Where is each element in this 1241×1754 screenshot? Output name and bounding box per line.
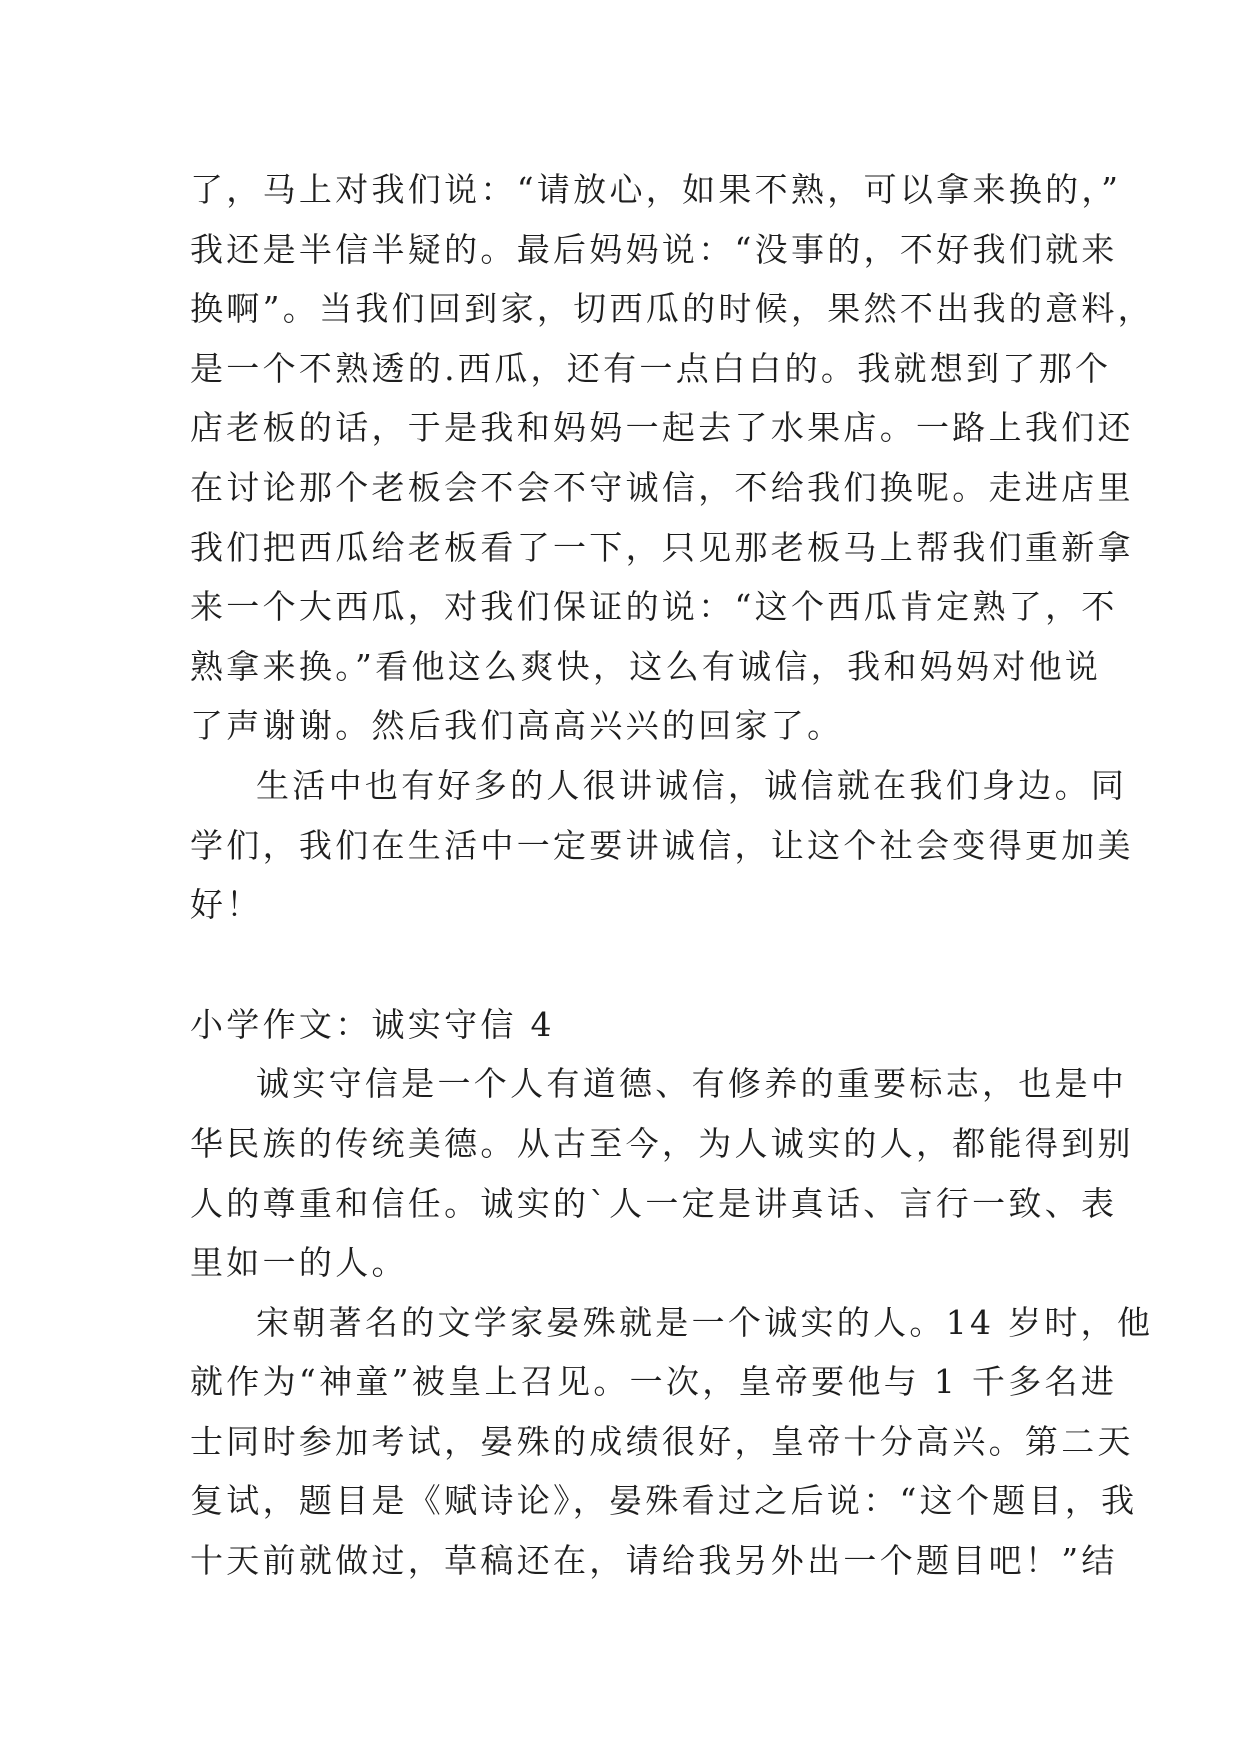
text-line: 是一个不熟透的.西瓜，还有一点白白的。我就想到了那个 (190, 348, 1112, 388)
text-line: 人的尊重和信任。诚实的`人一定是讲真话、言行一致、表 (190, 1183, 1118, 1223)
paragraph (190, 160, 1154, 756)
paragraph (190, 1293, 1154, 1591)
paragraph (190, 756, 1134, 935)
text-line: 换啊”。当我们回到家，切西瓜的时候，果然不出我的意料， (190, 289, 1154, 329)
section-title: 小学作文：诚实守信 4 (190, 1004, 555, 1044)
text-line: 店老板的话，于是我和妈妈一起去了水果店。一路上我们还 (190, 408, 1134, 448)
text-line: 好！ (190, 885, 263, 925)
text-line: 士同时参加考试，晏殊的成绩很好，皇帝十分高兴。第二天 (190, 1421, 1134, 1461)
text-line: 来一个大西瓜，对我们保证的说：“这个西瓜肯定熟了，不 (190, 587, 1118, 627)
text-line: 诚实守信是一个人有道德、有修养的重要标志，也是中 (256, 1064, 1128, 1104)
text-line: 熟拿来换。”看他这么爽快，这么有诚信，我和妈妈对他说 (190, 646, 1102, 686)
text-line: 在讨论那个老板会不会不守诚信，不给我们换呢。走进店里 (190, 467, 1134, 507)
paragraph (190, 1054, 1134, 1292)
text-line: 我还是半信半疑的。最后妈妈说：“没事的，不好我们就来 (190, 229, 1118, 269)
text-line: 复试，题目是《赋诗论》，晏殊看过之后说：“这个题目，我 (190, 1481, 1138, 1521)
section-gap (190, 935, 1050, 995)
essay-text (190, 160, 1154, 1591)
text-line: 华民族的传统美德。从古至今，为人诚实的人，都能得到别 (190, 1123, 1134, 1163)
text-line: 了声谢谢。然后我们高高兴兴的回家了。 (190, 706, 844, 746)
text-line: 就作为“神童”被皇上召见。一次，皇帝要他与 1 千多名进 (190, 1362, 1118, 1402)
text-line: 我们把西瓜给老板看了一下，只见那老板马上帮我们重新拿 (190, 527, 1134, 567)
text-line: 宋朝著名的文学家晏殊就是一个诚实的人。14 岁时，他 (256, 1302, 1154, 1342)
text-line: 学们，我们在生活中一定要讲诚信，让这个社会变得更加美 (190, 825, 1134, 865)
text-line: 生活中也有好多的人很讲诚信，诚信就在我们身边。同 (256, 765, 1128, 805)
text-line: 十天前就做过，草稿还在，请给我另外出一个题目吧！”结 (190, 1541, 1118, 1581)
text-line: 了，马上对我们说：“请放心，如果不熟，可以拿来换的，” (190, 170, 1122, 209)
text-line: 里如一的人。 (190, 1243, 408, 1283)
